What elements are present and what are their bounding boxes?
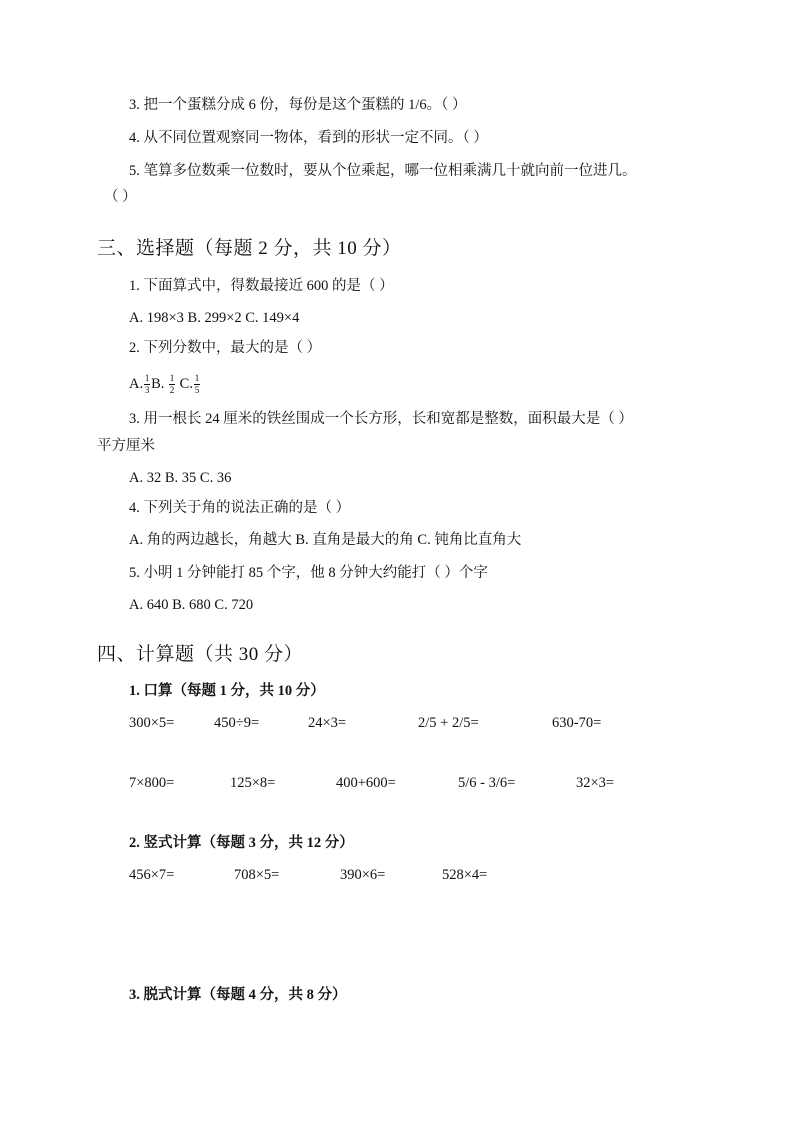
oral-calc-item: 400+600= (336, 775, 396, 791)
judgment-item-5: 5. 笔算多位数乘一位数时，要从个位乘起，哪一位相乘满几十就向前一位进几。 (129, 163, 637, 179)
oral-calc-item: 24×3= (308, 715, 347, 731)
choice-question-2: 2. 下列分数中，最大的是（ ） (129, 340, 322, 356)
oral-calc-item: 125×8= (230, 775, 276, 791)
choice-question-5: 5. 小明 1 分钟能打 85 个字，他 8 分钟大约能打（ ）个字 (129, 565, 488, 581)
calc-part3-title: 3. 脱式计算（每题 4 分，共 8 分） (129, 987, 347, 1003)
calc-part2-title: 2. 竖式计算（每题 3 分，共 12 分） (129, 835, 354, 851)
choice-options-5: A. 640 B. 680 C. 720 (129, 597, 254, 613)
oral-calc-item: 7×800= (129, 775, 175, 791)
vertical-calc-item: 456×7= (129, 867, 175, 883)
choice-question-1: 1. 下面算式中，得数最接近 600 的是（ ） (129, 278, 394, 294)
section-title-choice: 三、选择题（每题 2 分，共 10 分） (97, 238, 402, 259)
oral-calc-item: 2/5 + 2/5= (418, 715, 479, 731)
oral-calc-item: 32×3= (576, 775, 615, 791)
calc-part1-title: 1. 口算（每题 1 分，共 10 分） (129, 683, 325, 699)
choice-options-2 (129, 374, 201, 395)
option-label-c: C. (179, 376, 193, 392)
vertical-calc-item: 390×6= (340, 867, 386, 883)
oral-calc-item: 450÷9= (214, 715, 260, 731)
judgment-item-5-answer: （ ） (104, 189, 137, 205)
judgment-item-3: 3. 把一个蛋糕分成 6 份，每份是这个蛋糕的 1/6。（ ） (129, 97, 467, 113)
option-label-b: B. (151, 376, 165, 392)
choice-question-3-cont: 平方厘米 (97, 438, 155, 454)
option-label-a: A. (129, 376, 144, 392)
fraction-one-half: $\frac{1}{2}$ (169, 373, 175, 396)
choice-question-3: 3. 用一根长 24 厘米的铁丝围成一个长方形，长和宽都是整数，面积最大是（ ） (129, 411, 633, 427)
choice-options-1: A. 198×3 B. 299×2 C. 149×4 (129, 310, 300, 326)
oral-calc-item: 630-70= (552, 715, 602, 731)
section-title-calc: 四、计算题（共 30 分） (97, 644, 304, 665)
fraction-one-third: $\frac{1}{3}$ (144, 373, 150, 396)
judgment-item-4: 4. 从不同位置观察同一物体，看到的形状一定不同。（ ） (129, 130, 488, 146)
choice-options-3: A. 32 B. 35 C. 36 (129, 470, 232, 486)
choice-question-4: 4. 下列关于角的说法正确的是（ ） (129, 500, 351, 516)
choice-options-4: A. 角的两边越长，角越大 B. 直角是最大的角 C. 钝角比直角大 (129, 532, 522, 548)
vertical-calc-item: 528×4= (442, 867, 488, 883)
oral-calc-item: 5/6 - 3/6= (458, 775, 516, 791)
vertical-calc-item: 708×5= (234, 867, 280, 883)
fraction-one-fifth: $\frac{1}{5}$ (194, 373, 200, 396)
oral-calc-item: 300×5= (129, 715, 175, 731)
